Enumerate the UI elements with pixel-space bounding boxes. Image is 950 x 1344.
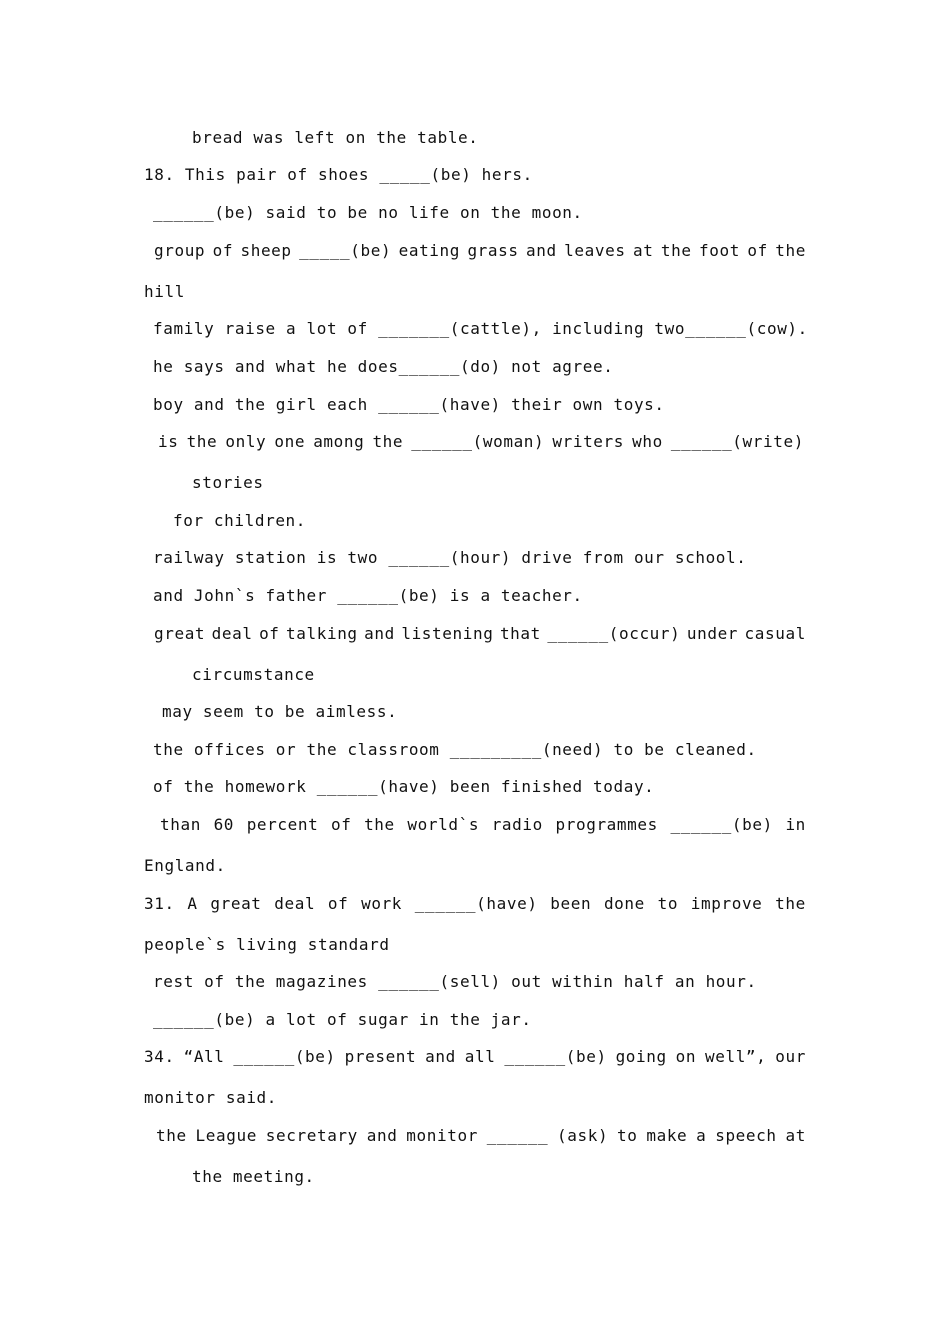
question-line [154,624,806,644]
word: 31. [144,894,175,913]
question-line [160,815,806,835]
word: ______(be) [233,1047,336,1066]
word: monitor [406,1126,478,1145]
word: ______(occur) [547,624,681,643]
word: is [158,432,179,451]
question-line: railway station is two ______(hour) drive from our school. [153,548,747,567]
word: that [499,624,541,643]
word: under [686,624,739,643]
word: ______(write) [670,432,804,451]
word: eating [398,241,461,260]
word: among [313,432,365,451]
word: 34. [144,1047,175,1066]
word: (ask) [557,1126,609,1145]
word: make [646,1126,688,1145]
text-line: for children. [173,511,307,530]
word: the [775,241,806,260]
word: programmes [555,815,658,834]
word: great [210,894,262,913]
question-line: ______(be) said to be no life on the moon. [153,203,583,222]
word: deal [274,894,316,913]
word: our [775,1047,806,1066]
word: world`s [407,815,480,834]
word: group [154,241,206,260]
question-18: 18. This pair of shoes _____(be) hers. [144,165,533,184]
word: than [160,815,201,834]
word: foot [699,241,740,260]
word: writers [552,432,625,451]
word: and [425,1047,456,1066]
word: casual [744,624,806,643]
word: and [364,624,395,643]
text-line: circumstance [192,665,315,684]
word: deal [211,624,253,643]
question-line: ______(be) a lot of sugar in the jar. [153,1010,532,1029]
word: all [464,1047,496,1066]
word: at [785,1126,806,1145]
word: the [186,432,218,451]
text-line: bread was left on the table. [192,128,479,147]
word: A [187,894,198,913]
word: ______(be) [670,815,773,834]
question-line: the offices or the classroom _________(need) to be cleaned. [153,740,757,759]
text-line: monitor said. [144,1088,278,1107]
word: “All [183,1047,225,1066]
word: been [550,894,592,913]
word: of [212,241,234,260]
question-31 [144,894,806,914]
word: ______(be) [504,1047,607,1066]
word: listening [401,624,494,643]
word: ______(woman) [411,432,545,451]
question-line [156,1126,806,1146]
word: speech [715,1126,777,1145]
word: great [154,624,206,643]
word: only [225,432,267,451]
text-line: people`s living standard [144,935,390,954]
word: to [617,1126,638,1145]
word: and [366,1126,398,1145]
question-line: boy and the girl each ______(have) their own toys. [153,395,665,414]
word: on [675,1047,697,1066]
question-34 [144,1047,806,1067]
word: the [775,894,806,913]
word: grass [467,241,519,260]
question-line: rest of the magazines ______(sell) out within half an hour. [153,972,757,991]
word: of [747,241,768,260]
word: well”, [705,1047,767,1066]
word: talking [286,624,358,643]
text-line: hill [144,282,185,301]
word: present [344,1047,417,1066]
word: ______(have) [414,894,538,913]
word: secretary [265,1126,358,1145]
word: who [632,432,663,451]
question-line [158,432,804,452]
text-line: may seem to be aimless. [162,702,398,721]
text-line: stories [192,473,264,492]
word: the [660,241,692,260]
word: at [632,241,654,260]
word: a [696,1126,707,1145]
word: of [327,894,349,913]
word: ______ [486,1126,549,1145]
word: in [785,815,806,834]
word: League [195,1126,257,1145]
word: improve [690,894,763,913]
word: _____(be) [299,241,392,260]
word: leaves [564,241,626,260]
word: percent [246,815,319,834]
question-line: of the homework ______(have) been finished today. [153,777,655,796]
word: the [372,432,404,451]
text-line: the meeting. [192,1167,315,1186]
question-line: and John`s father ______(be) is a teacher. [153,586,583,605]
word: done [603,894,645,913]
word: to [657,894,679,913]
word: going [615,1047,667,1066]
word: radio [491,815,543,834]
question-line: family raise a lot of _______(cattle), including two______(cow). [153,319,808,338]
word: of [259,624,280,643]
question-line [154,241,806,261]
word: work [361,894,403,913]
word: sheep [240,241,292,260]
word: one [274,432,306,451]
question-line: he says and what he does______(do) not agree. [153,357,614,376]
word: 60 [213,815,235,834]
text-line: England. [144,856,226,875]
word: of [330,815,352,834]
word: and [526,241,557,260]
word: the [364,815,395,834]
word: the [156,1126,187,1145]
